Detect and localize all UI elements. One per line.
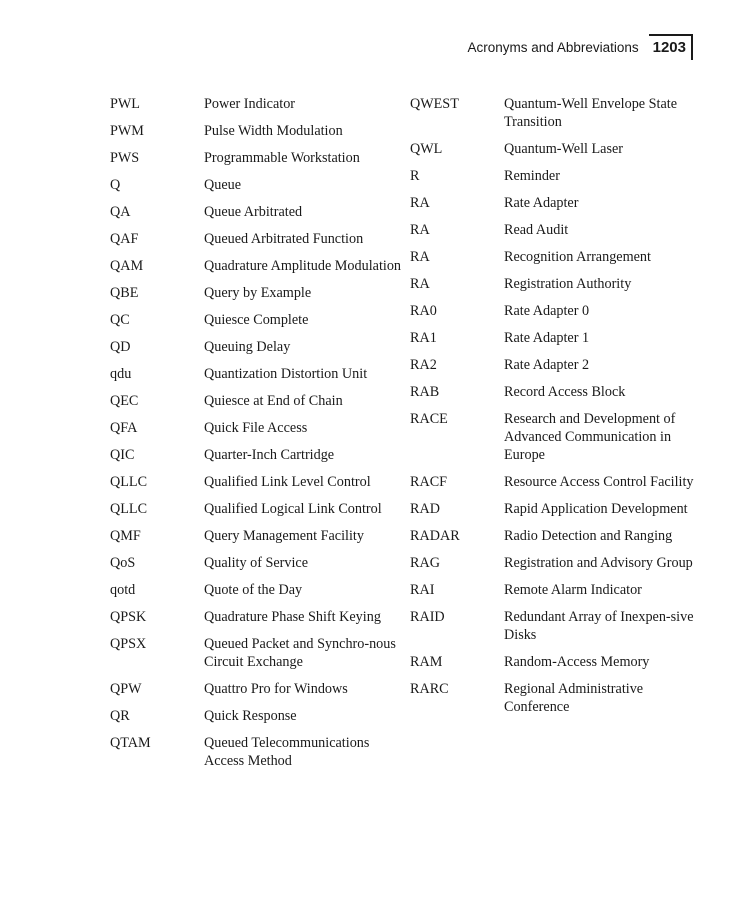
glossary-entry xyxy=(410,383,710,401)
glossary-entry xyxy=(410,302,710,320)
glossary-entry xyxy=(410,221,710,239)
entry-acronym: RAID xyxy=(410,609,445,625)
entry-acronym: QFA xyxy=(110,420,138,436)
entry-definition: Quantum-Well Laser xyxy=(504,141,624,157)
entry-acronym: RA xyxy=(410,276,430,292)
entry-definition: Record Access Block xyxy=(504,384,626,400)
glossary-entry xyxy=(110,95,408,113)
entry-acronym: RA xyxy=(410,222,430,238)
glossary-entry xyxy=(410,140,710,158)
right-column xyxy=(410,95,710,725)
entry-definition: Regional Administrative Conference xyxy=(504,681,644,715)
glossary-entry xyxy=(410,527,710,545)
glossary-entry xyxy=(110,581,408,599)
glossary-entry xyxy=(410,500,710,518)
glossary-entry xyxy=(110,608,408,626)
glossary-entry xyxy=(110,149,408,167)
entry-acronym: RAI xyxy=(410,582,435,598)
entry-definition: Pulse Width Modulation xyxy=(204,123,343,139)
glossary-entry xyxy=(110,680,408,698)
entry-acronym: QPW xyxy=(110,681,142,697)
entry-definition: Query Management Facility xyxy=(204,528,364,544)
glossary-entry xyxy=(110,122,408,140)
entry-acronym: RA2 xyxy=(410,357,437,373)
entry-definition: Queuing Delay xyxy=(204,339,291,355)
entry-definition: Queue xyxy=(204,177,242,193)
entry-definition: Resource Access Control Facility xyxy=(504,474,694,490)
entry-acronym: QMF xyxy=(110,528,141,544)
entry-definition: Quadrature Phase Shift Keying xyxy=(204,609,381,625)
glossary-entry xyxy=(110,473,408,491)
page-number: 1203 xyxy=(652,39,686,56)
entry-definition: Rate Adapter 0 xyxy=(504,303,590,319)
entry-definition: Programmable Workstation xyxy=(204,150,360,166)
glossary-entry xyxy=(110,203,408,221)
entry-definition: Reminder xyxy=(504,168,560,184)
glossary-entry xyxy=(110,419,408,437)
entry-definition: Recognition Arrangement xyxy=(504,249,651,265)
entry-acronym: RA xyxy=(410,249,430,265)
glossary-entry xyxy=(410,581,710,599)
glossary-entry xyxy=(410,653,710,671)
entry-acronym: RA xyxy=(410,195,430,211)
entry-acronym: RACF xyxy=(410,474,448,490)
entry-acronym: QA xyxy=(110,204,131,220)
glossary-entry xyxy=(410,554,710,572)
entry-acronym: QAF xyxy=(110,231,139,247)
glossary-entry xyxy=(410,95,710,131)
glossary-entry xyxy=(110,527,408,545)
page-number-box xyxy=(649,34,693,60)
entry-definition: Rate Adapter 2 xyxy=(504,357,590,373)
entry-definition: Quick Response xyxy=(204,708,297,724)
entry-acronym: PWS xyxy=(110,150,140,166)
left-column xyxy=(110,95,408,779)
entry-definition: Quality of Service xyxy=(204,555,309,571)
glossary-entry xyxy=(410,194,710,212)
glossary-entry xyxy=(410,473,710,491)
entry-acronym: QWL xyxy=(410,141,443,157)
glossary-entry xyxy=(110,554,408,572)
entry-definition: Queued Telecommunications Access Method xyxy=(204,735,370,769)
glossary-entry xyxy=(110,230,408,248)
entry-definition: Quote of the Day xyxy=(204,582,303,598)
entry-definition: Queued Arbitrated Function xyxy=(204,231,364,247)
entry-acronym: QC xyxy=(110,312,130,328)
entry-definition: Rate Adapter 1 xyxy=(504,330,590,346)
running-header-title: Acronyms and Abbreviations xyxy=(467,40,639,55)
entry-acronym: PWL xyxy=(110,96,140,112)
glossary-entry xyxy=(410,248,710,266)
entry-definition: Quadrature Amplitude Modulation xyxy=(204,258,402,274)
entry-acronym: QEC xyxy=(110,393,139,409)
entry-definition: Power Indicator xyxy=(204,96,296,112)
entry-definition: Radio Detection and Ranging xyxy=(504,528,673,544)
glossary-entry xyxy=(410,608,710,644)
entry-definition: Quiesce at End of Chain xyxy=(204,393,343,409)
entry-acronym: QPSX xyxy=(110,636,147,652)
glossary-entry xyxy=(110,707,408,725)
entry-definition: Registration Authority xyxy=(504,276,632,292)
glossary-entry xyxy=(110,257,408,275)
entry-definition: Qualified Logical Link Control xyxy=(204,501,382,517)
glossary-entry xyxy=(110,635,408,671)
entry-acronym: QD xyxy=(110,339,131,355)
entry-acronym: QoS xyxy=(110,555,136,571)
glossary-entry xyxy=(110,338,408,356)
entry-acronym: QR xyxy=(110,708,130,724)
entry-acronym: RAM xyxy=(410,654,443,670)
glossary-entry xyxy=(410,410,710,464)
entry-acronym: QLLC xyxy=(110,501,148,517)
entry-acronym: qotd xyxy=(110,582,136,598)
entry-acronym: R xyxy=(410,168,420,184)
entry-acronym: RAG xyxy=(410,555,440,571)
entry-acronym: RADAR xyxy=(410,528,460,544)
entry-acronym: PWM xyxy=(110,123,144,139)
entry-acronym: QTAM xyxy=(110,735,151,751)
entry-definition: Remote Alarm Indicator xyxy=(504,582,642,598)
glossary-entry xyxy=(110,392,408,410)
entry-acronym: RACE xyxy=(410,411,448,427)
entry-acronym: QIC xyxy=(110,447,135,463)
entry-definition: Rapid Application Development xyxy=(504,501,688,517)
glossary-entry xyxy=(410,680,710,716)
glossary-entry xyxy=(410,329,710,347)
entry-acronym: QAM xyxy=(110,258,144,274)
entry-definition: Research and Development of Advanced Communication in Europe xyxy=(504,411,676,463)
entry-acronym: QLLC xyxy=(110,474,148,490)
glossary-entry xyxy=(110,734,408,770)
entry-definition: Qualified Link Level Control xyxy=(204,474,371,490)
entry-definition: Redundant Array of Inexpen-sive Disks xyxy=(504,609,694,643)
entry-acronym: QPSK xyxy=(110,609,147,625)
glossary-entry xyxy=(110,365,408,383)
entry-definition: Queued Packet and Synchro-nous Circuit Exchange xyxy=(204,636,396,670)
entry-definition: Quarter-Inch Cartridge xyxy=(204,447,335,463)
entry-definition: Read Audit xyxy=(504,222,569,238)
entry-definition: Quiesce Complete xyxy=(204,312,309,328)
glossary-entry xyxy=(110,500,408,518)
entry-definition: Registration and Advisory Group xyxy=(504,555,693,571)
entry-definition: Queue Arbitrated xyxy=(204,204,303,220)
glossary-entry xyxy=(110,176,408,194)
glossary-entry xyxy=(110,311,408,329)
entry-definition: Random-Access Memory xyxy=(504,654,650,670)
entry-acronym: QWEST xyxy=(410,96,459,112)
entry-definition: Quantization Distortion Unit xyxy=(204,366,368,382)
entry-acronym: qdu xyxy=(110,366,132,382)
entry-definition: Quick File Access xyxy=(204,420,308,436)
entry-acronym: RAB xyxy=(410,384,440,400)
entry-definition: Query by Example xyxy=(204,285,312,301)
glossary-entry xyxy=(110,446,408,464)
running-header xyxy=(468,36,693,60)
entry-acronym: RARC xyxy=(410,681,449,697)
entry-acronym: RA0 xyxy=(410,303,437,319)
entry-acronym: RAD xyxy=(410,501,440,517)
glossary-entry xyxy=(410,275,710,293)
entry-definition: Quantum-Well Envelope State Transition xyxy=(504,96,677,130)
entry-definition: Quattro Pro for Windows xyxy=(204,681,348,697)
glossary-entry xyxy=(410,167,710,185)
entry-definition: Rate Adapter xyxy=(504,195,579,211)
entry-acronym: QBE xyxy=(110,285,139,301)
entry-acronym: Q xyxy=(110,177,121,193)
glossary-entry xyxy=(110,284,408,302)
glossary-entry xyxy=(410,356,710,374)
entry-acronym: RA1 xyxy=(410,330,437,346)
